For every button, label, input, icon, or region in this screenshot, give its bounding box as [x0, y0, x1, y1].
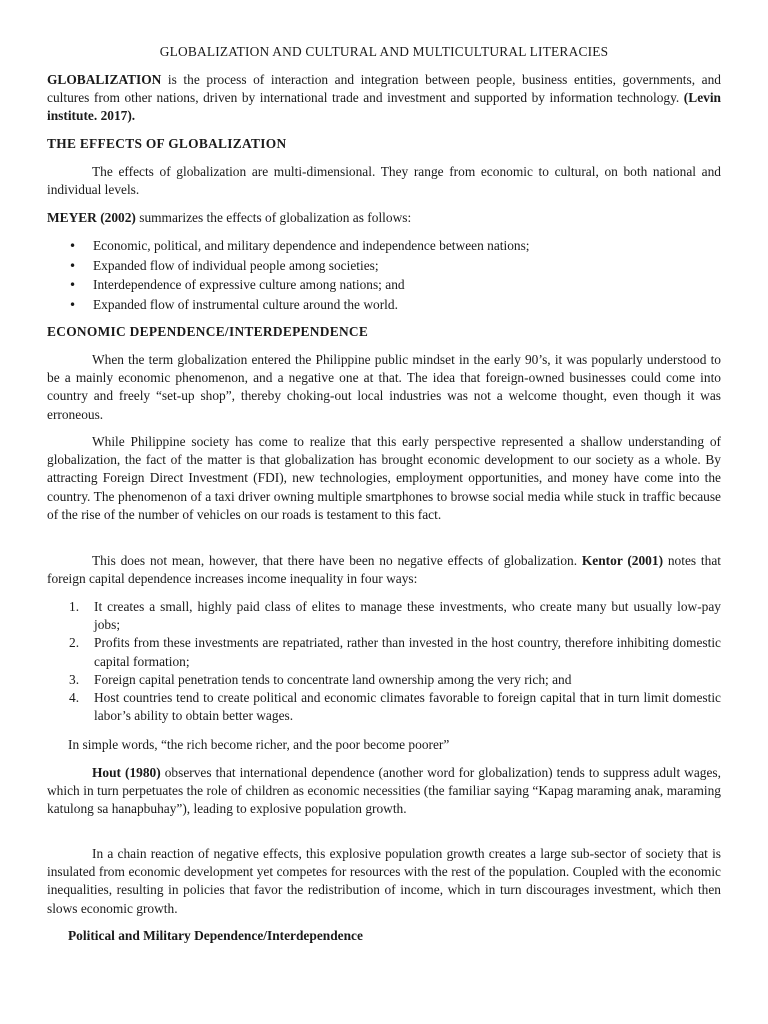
definition-text: is the process of interaction and integration between people, business entities, governments, and cultures from other nations, driven by international trade and investment and supported by information technology.	[47, 72, 721, 106]
meyer-effects-list	[47, 237, 721, 315]
meyer-paragraph	[47, 209, 721, 227]
kentor-lead: This does not mean, however, that there have been no negative effects of globalization.	[92, 553, 582, 568]
list-number: 1.	[69, 599, 80, 614]
economic-paragraph-2: While Philippine society has come to realize that this early perspective represented a shallow understanding of globalization, the fact of the matter is that globalization has brought economic development to our society as a whole. By attracting Foreign Direct Investment (FDI), new technologies, employment opportunities, and money have come into the country. The phenomenon of a taxi driver owning multiple smartphones to browse social media while stuck in traffic because of the rise of the number of vehicles on our roads is testament to this fact.	[47, 434, 721, 522]
kentor-text: notes that foreign capital dependence increases income inequality in four ways:	[47, 553, 721, 587]
effects-heading: THE EFFECTS OF GLOBALIZATION	[47, 136, 287, 151]
list-item: • Expanded flow of instrumental culture around the world.	[47, 296, 721, 316]
kentor-ways-list	[47, 598, 721, 725]
chain-reaction-paragraph: In a chain reaction of negative effects, this explosive population growth creates a large sub-sector of society that is insulated from economic development yet competes for resources with the rest of the population. Coupled with the economic inequalities, resulting in policies that favor the redistribution of income, which in turn discourages investment, which then slows economic growth.	[47, 846, 721, 916]
list-number: 4.	[69, 690, 80, 706]
list-text: Profits from these investments are repatriated, rather than invested in the host country, therefore inhibiting domestic capital formation;	[94, 635, 721, 669]
definition-term: GLOBALIZATION	[47, 72, 162, 87]
economic-heading: ECONOMIC DEPENDENCE/INTERDEPENDENCE	[47, 324, 369, 339]
list-item: • Interdependence of expressive culture among nations; and	[47, 276, 721, 296]
definition-paragraph	[47, 71, 721, 126]
list-item	[47, 598, 721, 634]
list-text: Host countries tend to create political and economic climates favorable to foreign capital that in turn limit domestic labor’s ability to obtain better wages.	[94, 690, 721, 724]
effects-intro-paragraph: The effects of globalization are multi-dimensional. They range from economic to cultural, on both national and individual levels.	[47, 164, 721, 198]
list-text: It creates a small, highly paid class of elites to manage these investments, who create many but usually low-pay jobs;	[94, 599, 721, 633]
hout-text: observes that international dependence (another word for globalization) tends to suppress adult wages, which in turn perpetuates the role of children as economic necessities (the familiar saying “Kapag maraming anak, maraming katulong sa hanapbuhay”), leading to explosive population growth.	[47, 765, 721, 817]
meyer-author: MEYER (2002)	[47, 210, 136, 225]
list-number: 2.	[69, 635, 80, 651]
simple-words-line: In simple words, “the rich become richer, and the poor become poorer”	[68, 737, 450, 752]
hout-author: Hout (1980)	[92, 765, 161, 780]
list-item: • Economic, political, and military dependence and independence between nations;	[47, 237, 721, 257]
meyer-text: summarizes the effects of globalization as follows:	[135, 210, 412, 225]
political-heading: Political and Military Dependence/Interdependence	[68, 928, 363, 943]
list-item	[47, 671, 721, 689]
list-item	[47, 634, 721, 670]
hout-paragraph	[47, 764, 721, 819]
document-title: GLOBALIZATION AND CULTURAL AND MULTICULTURAL LITERACIES	[159, 44, 609, 59]
list-item: • Expanded flow of individual people among societies;	[47, 257, 721, 277]
kentor-paragraph	[47, 552, 721, 588]
list-text: Foreign capital penetration tends to concentrate land ownership among the very rich; and	[94, 671, 572, 687]
definition-citation: (Levin institute. 2017).	[47, 90, 721, 124]
kentor-author: Kentor (2001)	[581, 553, 664, 568]
list-item	[47, 689, 721, 725]
list-number: 3.	[69, 671, 80, 687]
economic-paragraph-1: When the term globalization entered the Philippine public mindset in the early 90’s, it was popularly understood to be a mainly economic phenomenon, and a negative one at that. The idea that foreign-owned businesses could come into country and freely “set-up shop”, thereby choking-out local industries was not a welcome thought, even though it was erroneous.	[47, 352, 721, 422]
